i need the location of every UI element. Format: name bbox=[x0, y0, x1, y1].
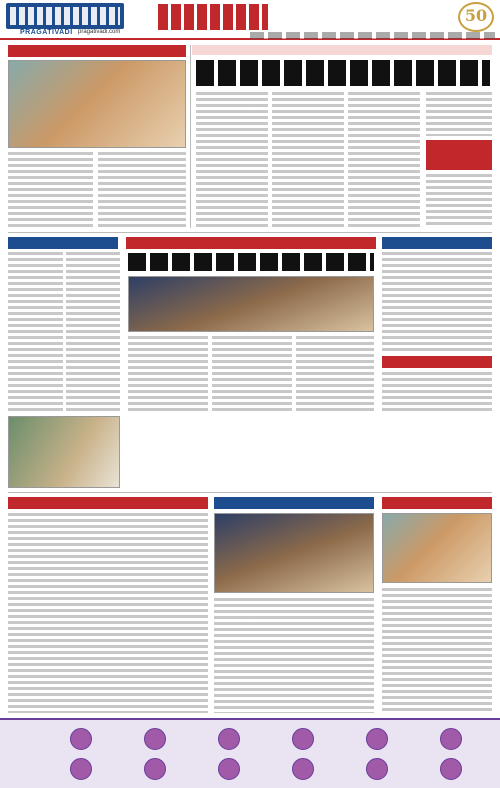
logo-url[interactable]: pragativadi.com bbox=[78, 29, 121, 35]
zodiac-icon bbox=[440, 728, 462, 750]
zodiac-icon bbox=[292, 758, 314, 780]
zodiac-icon bbox=[366, 728, 388, 750]
zodiac-icon bbox=[218, 728, 240, 750]
third-center-photo bbox=[214, 513, 374, 593]
right-headline[interactable] bbox=[382, 237, 492, 249]
sidebar-article-top bbox=[426, 92, 492, 136]
center-col1 bbox=[128, 336, 208, 412]
zodiac-icon bbox=[440, 758, 462, 780]
column-rule bbox=[190, 45, 191, 228]
zodiac-icon bbox=[144, 758, 166, 780]
main-article-col1 bbox=[196, 92, 268, 228]
third-left-article bbox=[8, 513, 208, 713]
zodiac-icon bbox=[70, 758, 92, 780]
third-right-photo bbox=[382, 513, 492, 583]
zodiac-icon bbox=[292, 728, 314, 750]
zodiac-icon bbox=[218, 758, 240, 780]
main-article-col2 bbox=[272, 92, 344, 228]
anniversary-number: 50 bbox=[464, 6, 488, 25]
dateline bbox=[250, 32, 495, 39]
right-second-article bbox=[382, 372, 492, 412]
logo-subtitle: PRAGATIVADI bbox=[20, 29, 73, 36]
right-second-headline[interactable] bbox=[382, 356, 492, 368]
main-kicker-band bbox=[192, 45, 492, 55]
main-headline[interactable] bbox=[196, 60, 490, 86]
top-left-photo bbox=[8, 60, 186, 148]
second-left-col1 bbox=[8, 252, 63, 412]
third-right-article bbox=[382, 588, 492, 713]
center-photo bbox=[128, 276, 374, 332]
left-event-photo bbox=[8, 416, 120, 488]
top-left-headline[interactable] bbox=[8, 45, 186, 57]
zodiac-icon bbox=[366, 758, 388, 780]
section-rule bbox=[8, 232, 492, 233]
top-left-article-col1 bbox=[8, 152, 93, 228]
top-left-article-col2 bbox=[98, 152, 186, 228]
center-kicker[interactable] bbox=[126, 237, 376, 249]
third-left-headline[interactable] bbox=[8, 497, 208, 509]
section-title bbox=[158, 4, 268, 30]
center-col3 bbox=[296, 336, 374, 412]
center-col2 bbox=[212, 336, 292, 412]
second-left-col2 bbox=[66, 252, 120, 412]
sidebar-headline[interactable] bbox=[426, 140, 492, 170]
section-rule-2 bbox=[8, 492, 492, 493]
third-center-headline[interactable] bbox=[214, 497, 374, 509]
second-left-headline[interactable] bbox=[8, 237, 118, 249]
third-center-article bbox=[214, 598, 374, 713]
center-headline[interactable] bbox=[128, 253, 374, 271]
right-article bbox=[382, 252, 492, 352]
zodiac-icon bbox=[144, 728, 166, 750]
logo-lettering bbox=[10, 7, 120, 25]
sidebar-article-bottom bbox=[426, 174, 492, 228]
third-right-headline[interactable] bbox=[382, 497, 492, 509]
zodiac-icon bbox=[70, 728, 92, 750]
main-article-col3 bbox=[348, 92, 420, 228]
